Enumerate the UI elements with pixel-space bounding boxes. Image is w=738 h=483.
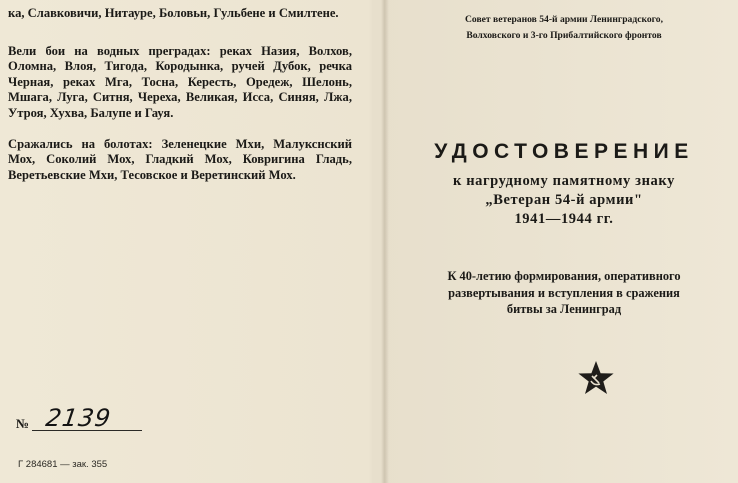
purpose-line-1: К 40-летию формирования, оперативного [447, 269, 681, 283]
purpose-line-2: развертывания и вступления в сражения [448, 285, 680, 300]
certificate-number [16, 406, 176, 436]
printer-mark: Г 284681 — зак. 355 [18, 459, 108, 470]
paragraph-rivers: Вели бои на водных преградах: реках Назия, Волхов, Оломна, Влоя, Тигода, Кородынка, ручей Дубок, речка Черная, реках Мга, Тосна, Кересть, Оредеж, Шелонь, Мшага, Луга, Ситня, Череха, Великая, Исса, Синяя, Лжа, Утроя, Хухва, Балупе и Гауя. [8, 44, 352, 120]
purpose-text [390, 268, 738, 318]
issuer-line-1: Совет ветеранов 54-й армии Ленинградского, [465, 14, 663, 25]
right-page [390, 0, 738, 483]
paragraph-swamps: Сражались на болотах: Зеленецкие Мхи, Малукснский Мох, Соколий Мох, Гладкий Мох, Ковригина Гладь, Веретьевские Мхи, Тесовское и Веретинский Мох. [8, 137, 352, 182]
subtitle-line-2: „Ветеран 54-й армии" [485, 192, 643, 208]
issuer-line-2: Волховского и 3-го Прибалтийского фронтов [466, 30, 662, 41]
subtitle-line-3: 1941—1944 гг. [514, 211, 614, 227]
issuer-header [390, 12, 738, 44]
subtitle-line-1: к нагрудному памятному знаку [453, 173, 675, 189]
paragraph-cities: ка, Славковичи, Нитауре, Боловьн, Гульбене и Смилтене. [8, 6, 339, 20]
certificate-subtitle [390, 172, 738, 229]
certificate-title: УДОСТОВЕРЕНИЕ [434, 140, 694, 163]
purpose-line-3: битвы за Ленинград [506, 302, 622, 316]
page-fold [381, 0, 389, 483]
number-sign: № [16, 416, 30, 431]
star-hammer-sickle-icon [577, 360, 615, 396]
handwritten-number: 2139 [44, 404, 114, 432]
